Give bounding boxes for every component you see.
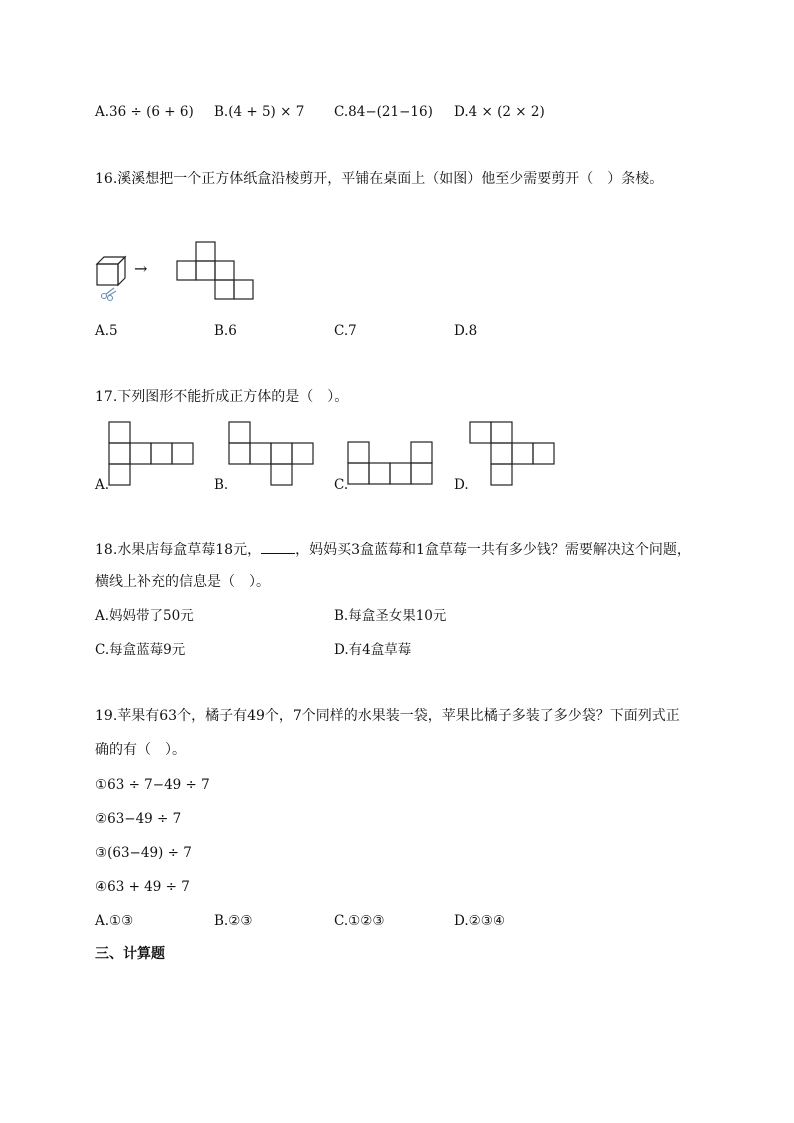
q17-net-b [228,421,320,491]
q18-question-part2: ，妈妈买3盒蓝莓和1盒草莓一共有多少钱？需要解决这个问题， [295,542,691,558]
q18-option-a: A.妈妈带了50元 [95,608,194,624]
q18-answer-blank [261,541,295,554]
q17-label-a: A. [95,477,110,493]
q19-item-3: ③(63−49) ÷ 7 [95,845,192,861]
q19-option-b: B.②③ [214,913,253,929]
q18-option-c: C.每盒蓝莓9元 [95,642,186,658]
q17-question: 17.下列图形不能折成正方体的是（ ）。 [95,389,349,405]
q18-option-d: D.有4盒草莓 [334,642,412,658]
q16-option-c: C.7 [334,323,357,339]
q15-option-a: A.36 ÷ (6 + 6) [95,104,194,120]
q15-option-d: D.4 × (2 × 2) [454,104,545,120]
q19-option-a: A.①③ [95,913,134,929]
q19-item-2: ②63−49 ÷ 7 [95,811,182,827]
q17-label-d: D. [454,477,469,493]
q16-question: 16.溪溪想把一个正方体纸盒沿棱剪开，平铺在桌面上（如图）他至少需要剪开（ ）条棱。 [95,171,664,187]
q17-label-c: C. [334,477,349,493]
q16-option-b: B.6 [214,323,237,339]
section-title: 三、计算题 [95,946,165,962]
q19-option-c: C.①②③ [334,913,385,929]
q16-option-d: D.8 [454,323,478,339]
arrow-icon: → [134,259,148,278]
q15-option-b: B.(4 + 5) × 7 [214,104,305,120]
q17-net-d [469,421,561,491]
q19-question-line2: 确的有（ ）。 [95,742,186,758]
q17-label-b: B. [214,477,229,493]
q16-option-a: A.5 [95,323,118,339]
q18-question [95,541,691,558]
q18-question-part1: 18.水果店每盒草莓18元， [95,542,262,558]
q19-item-4: ④63 + 49 ÷ 7 [95,879,190,895]
q19-item-1: ①63 ÷ 7−49 ÷ 7 [95,777,210,793]
q19-question-line1: 19.苹果有63个，橘子有49个，7个同样的水果装一袋，苹果比橘子多装了多少袋？下面列式正 [95,708,680,724]
q15-option-c: C.84−(21−16) [334,104,433,120]
q17-net-c [347,441,439,491]
q19-option-d: D.②③④ [454,913,505,929]
q18-option-b: B.每盒圣女果10元 [334,608,447,624]
q18-question-line2: 横线上补充的信息是（ ）。 [95,574,270,590]
q16-cube-with-scissors [94,254,134,304]
q17-net-a [108,421,198,491]
scissors-icon [102,288,117,301]
q16-cube-net [176,241,256,301]
